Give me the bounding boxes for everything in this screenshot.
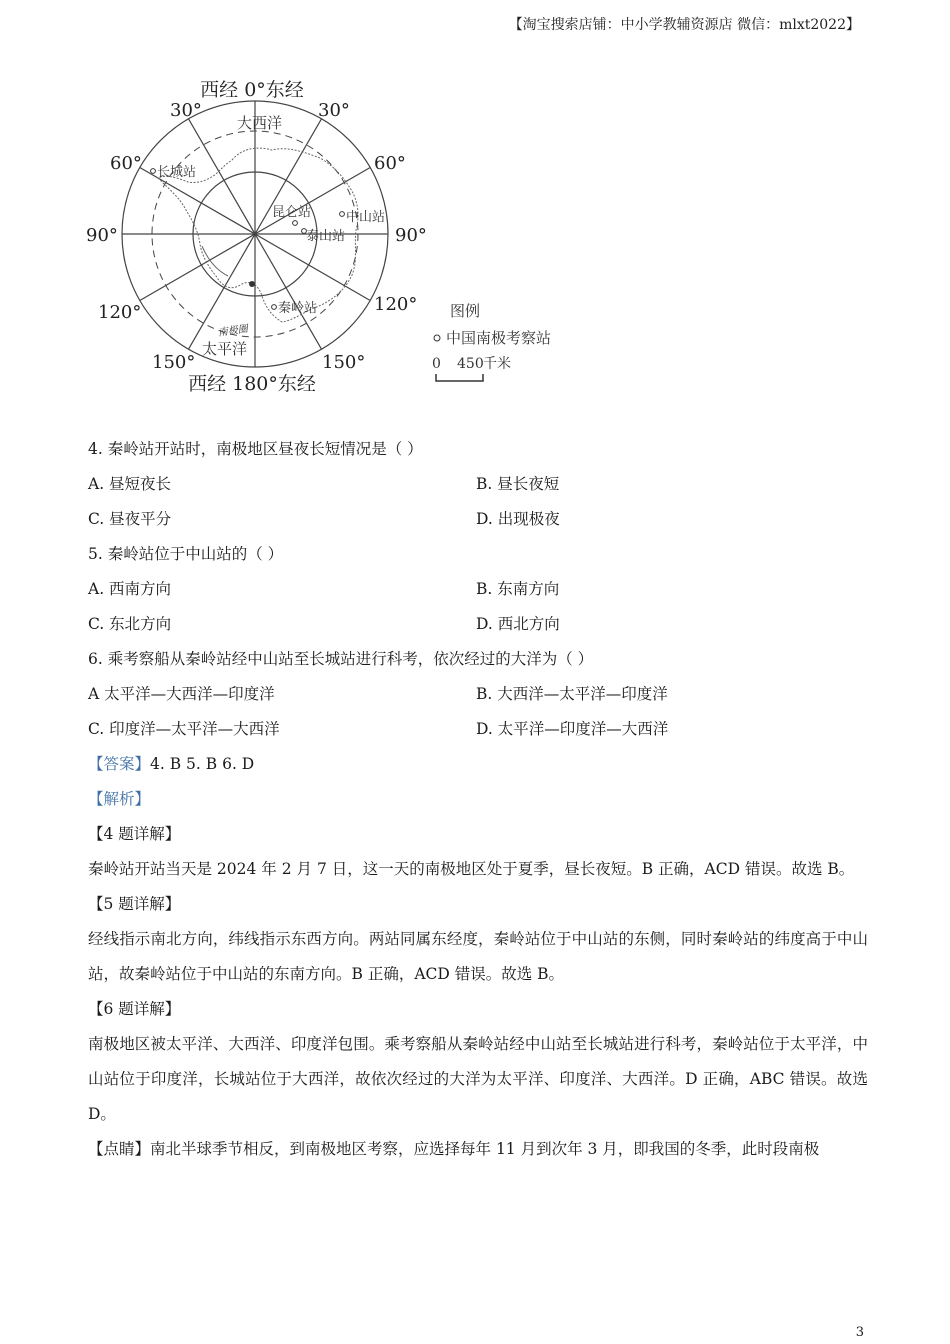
bottom-longitude-label: 西经 180°东经 bbox=[188, 373, 316, 395]
detail-6-text: 南极地区被太平洋、大西洋、印度洋包围。乘考察船从秦岭站经中山站至长城站进行科考，秦岭站位于太平洋，中山站位于印度洋，长城站位于大西洋，故依次经过的大洋为太平洋、印度洋、大西洋。D 正确，ABC 错误。故选 D。 bbox=[88, 1035, 868, 1123]
analysis-label: 【解析】 bbox=[88, 790, 151, 808]
tip-text: 南北半球季节相反，到南极地区考察，应选择每年 11 月到次年 3 月，即我国的冬季，此时段南极 bbox=[150, 1140, 820, 1158]
station-kunlun: 昆仑站 bbox=[272, 205, 312, 220]
q6-stem: 6. 乘考察船从秦岭站经中山站至长城站进行科考，依次经过的大洋为（ ） bbox=[88, 650, 594, 668]
q5-stem: 5. 秦岭站位于中山站的（ ） bbox=[88, 545, 284, 563]
detail-5-title: 【5 题详解】 bbox=[88, 895, 181, 913]
q6-option-b: B. 大西洋—太平洋—印度洋 bbox=[476, 685, 668, 703]
scale-zero: 0 bbox=[432, 356, 441, 372]
left-label-150: 150° bbox=[152, 352, 196, 373]
page-number: 3 bbox=[855, 1325, 864, 1340]
q4-stem: 4. 秦岭站开站时，南极地区昼夜长短情况是（ ） bbox=[88, 440, 423, 458]
right-label-150: 150° bbox=[322, 352, 366, 373]
detail-4-title: 【4 题详解】 bbox=[88, 825, 181, 843]
detail-6-title: 【6 题详解】 bbox=[88, 1000, 181, 1018]
scale-bar bbox=[436, 374, 483, 381]
right-label-30: 30° bbox=[318, 100, 350, 121]
station-taishan: 泰山站 bbox=[306, 229, 346, 244]
detail-4-text: 秦岭站开站当天是 2024 年 2 月 7 日，这一天的南极地区处于夏季，昼长夜短。B 正确，ACD 错误。故选 B。 bbox=[88, 860, 855, 878]
answer-text: 4. B 5. B 6. D bbox=[150, 755, 255, 773]
right-label-90: 90° bbox=[395, 225, 427, 246]
scale-unit: 千米 bbox=[483, 356, 511, 372]
left-label-120: 120° bbox=[98, 302, 142, 323]
question-content bbox=[88, 432, 868, 1167]
left-label-30: 30° bbox=[170, 100, 202, 121]
q5-option-c: C. 东北方向 bbox=[88, 615, 172, 633]
left-label-60: 60° bbox=[110, 153, 142, 174]
ocean-pacific: 太平洋 bbox=[202, 340, 248, 358]
q6-option-c: C. 印度洋—太平洋—大西洋 bbox=[88, 720, 280, 738]
station-changcheng: 长城站 bbox=[157, 165, 197, 180]
right-label-120: 120° bbox=[374, 294, 418, 315]
page-header: 【淘宝搜索店铺：中小学教辅资源店 微信：mlxt2022】 bbox=[508, 17, 860, 33]
right-label-60: 60° bbox=[374, 153, 406, 174]
ocean-atlantic: 大西洋 bbox=[237, 114, 283, 132]
tip-label: 【点睛】 bbox=[88, 1140, 151, 1158]
answer-line bbox=[88, 747, 868, 782]
q5-option-d: D. 西北方向 bbox=[476, 615, 560, 633]
top-longitude-label: 西经 0°东经 bbox=[200, 79, 304, 101]
q4-option-a: A. 昼短夜长 bbox=[88, 475, 172, 493]
q4-option-b: B. 昼长夜短 bbox=[476, 475, 560, 493]
antarctica-map bbox=[82, 70, 572, 410]
legend-station-icon bbox=[434, 335, 440, 341]
q6-option-a: A 太平洋—大西洋—印度洋 bbox=[88, 685, 275, 703]
station-qinling: 秦岭站 bbox=[278, 301, 318, 316]
answer-label: 【答案】 bbox=[88, 755, 151, 773]
scale-value: 450 bbox=[457, 356, 484, 372]
q5-option-a: A. 西南方向 bbox=[88, 580, 172, 598]
antarctic-circle-label: 南极圈 bbox=[217, 323, 249, 339]
tip-line bbox=[88, 1132, 868, 1167]
legend-title: 图例 bbox=[450, 302, 481, 320]
q6-option-d: D. 太平洋—印度洋—大西洋 bbox=[476, 720, 669, 738]
legend-item: 中国南极考察站 bbox=[446, 329, 552, 347]
station-zhongshan: 中山站 bbox=[346, 210, 386, 225]
left-label-90: 90° bbox=[86, 225, 118, 246]
q4-option-c: C. 昼夜平分 bbox=[88, 510, 172, 528]
q5-option-b: B. 东南方向 bbox=[476, 580, 560, 598]
detail-5-text: 经线指示南北方向，纬线指示东西方向。两站同属东经度，秦岭站位于中山站的东侧，同时秦岭站的纬度高于中山站，故秦岭站位于中山站的东南方向。B 正确，ACD 错误。故选 B。 bbox=[88, 930, 868, 983]
q4-option-d: D. 出现极夜 bbox=[476, 510, 560, 528]
